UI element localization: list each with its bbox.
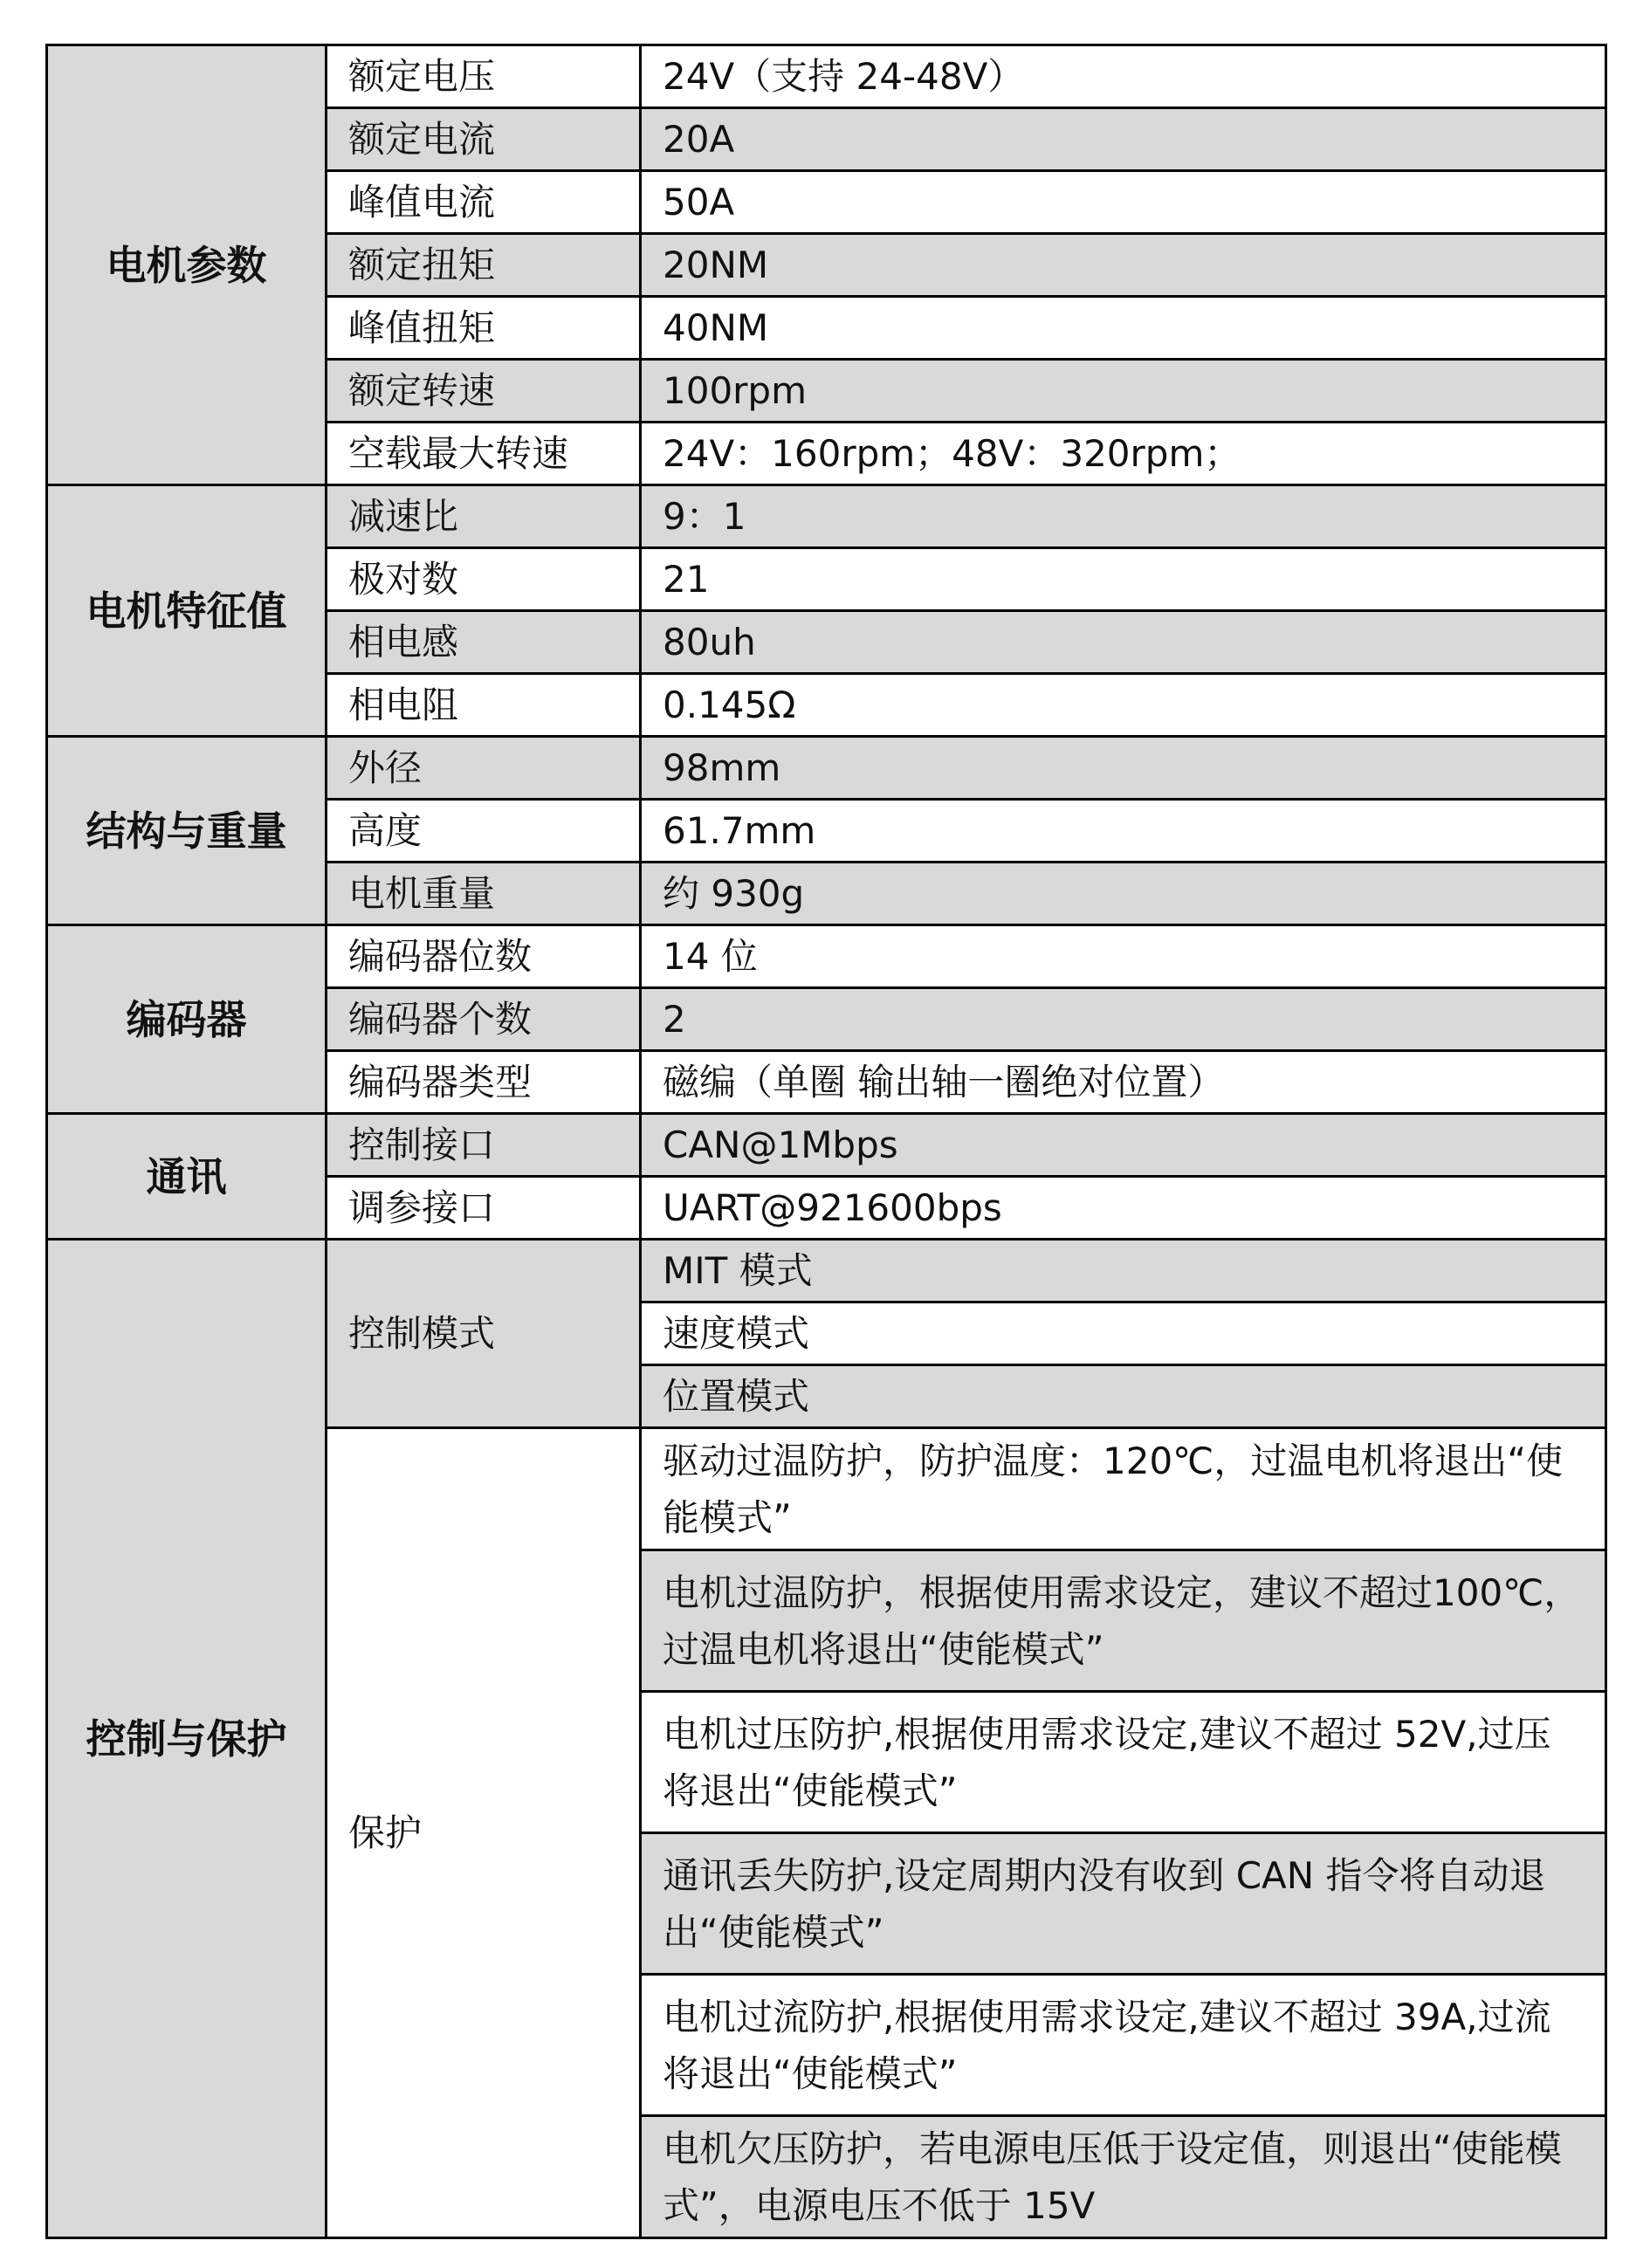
param-value: 2 (641, 988, 1606, 1051)
param-value: 14 位 (641, 925, 1606, 988)
param-value: 61.7mm (641, 800, 1606, 863)
param-label: 控制接口 (327, 1114, 641, 1177)
protection-item: 电机过流防护,根据使用需求设定,建议不超过 39A,过流将退出“使能模式” (641, 1975, 1606, 2116)
param-label: 额定电流 (327, 108, 641, 171)
param-label: 编码器个数 (327, 988, 641, 1051)
spec-row (47, 45, 1606, 108)
control-mode-value: 速度模式 (641, 1302, 1606, 1365)
param-value: 约 930g (641, 863, 1606, 925)
param-label: 峰值电流 (327, 171, 641, 234)
category-communication: 通讯 (47, 1114, 327, 1240)
param-label: 电机重量 (327, 863, 641, 925)
protection-item: 电机过温防护，根据使用需求设定，建议不超过100℃，过温电机将退出“使能模式” (641, 1550, 1606, 1692)
control-mode-value: MIT 模式 (641, 1240, 1606, 1302)
category-motor-params: 电机参数 (47, 45, 327, 485)
protection-item: 电机过压防护,根据使用需求设定,建议不超过 52V,过压将退出“使能模式” (641, 1692, 1606, 1833)
spec-row (47, 737, 1606, 800)
param-label: 调参接口 (327, 1177, 641, 1240)
param-label: 峰值扭矩 (327, 297, 641, 360)
category-motor-characteristics: 电机特征值 (47, 485, 327, 737)
param-label: 减速比 (327, 485, 641, 548)
param-label: 极对数 (327, 548, 641, 611)
param-value: 24V（支持 24-48V） (641, 45, 1606, 108)
control-mode-value: 位置模式 (641, 1365, 1606, 1428)
spec-row (47, 925, 1606, 988)
protection-item: 通讯丢失防护,设定周期内没有收到 CAN 指令将自动退出“使能模式” (641, 1833, 1606, 1975)
param-label: 高度 (327, 800, 641, 863)
param-value: 9：1 (641, 485, 1606, 548)
param-label: 额定电压 (327, 45, 641, 108)
param-value: 80uh (641, 611, 1606, 674)
param-value: 磁编（单圈 输出轴一圈绝对位置） (641, 1051, 1606, 1114)
param-value: 50A (641, 171, 1606, 234)
spec-row (47, 1114, 1606, 1177)
param-value: 0.145Ω (641, 674, 1606, 737)
protection-item: 电机欠压防护，若电源电压低于设定值，则退出“使能模式”，电源电压不低于 15V (641, 2116, 1606, 2238)
param-label: 相电感 (327, 611, 641, 674)
category-encoder: 编码器 (47, 925, 327, 1114)
param-value: CAN@1Mbps (641, 1114, 1606, 1177)
param-label: 相电阻 (327, 674, 641, 737)
control-mode-label: 控制模式 (327, 1240, 641, 1428)
spec-row (47, 485, 1606, 548)
param-value: 20A (641, 108, 1606, 171)
param-value: 20NM (641, 234, 1606, 297)
param-label: 编码器位数 (327, 925, 641, 988)
param-label: 空载最大转速 (327, 423, 641, 485)
category-control-protection: 控制与保护 (47, 1240, 327, 2238)
protection-item: 驱动过温防护，防护温度：120℃，过温电机将退出“使能模式” (641, 1428, 1606, 1550)
spec-table (45, 44, 1607, 2239)
param-value: UART@921600bps (641, 1177, 1606, 1240)
spec-row (47, 1240, 1606, 1302)
protection-label: 保护 (327, 1428, 641, 2238)
param-label: 额定扭矩 (327, 234, 641, 297)
param-label: 外径 (327, 737, 641, 800)
category-structure-weight: 结构与重量 (47, 737, 327, 925)
param-label: 额定转速 (327, 360, 641, 423)
param-value: 100rpm (641, 360, 1606, 423)
param-value: 98mm (641, 737, 1606, 800)
param-value: 24V：160rpm；48V：320rpm； (641, 423, 1606, 485)
param-value: 40NM (641, 297, 1606, 360)
param-label: 编码器类型 (327, 1051, 641, 1114)
param-value: 21 (641, 548, 1606, 611)
